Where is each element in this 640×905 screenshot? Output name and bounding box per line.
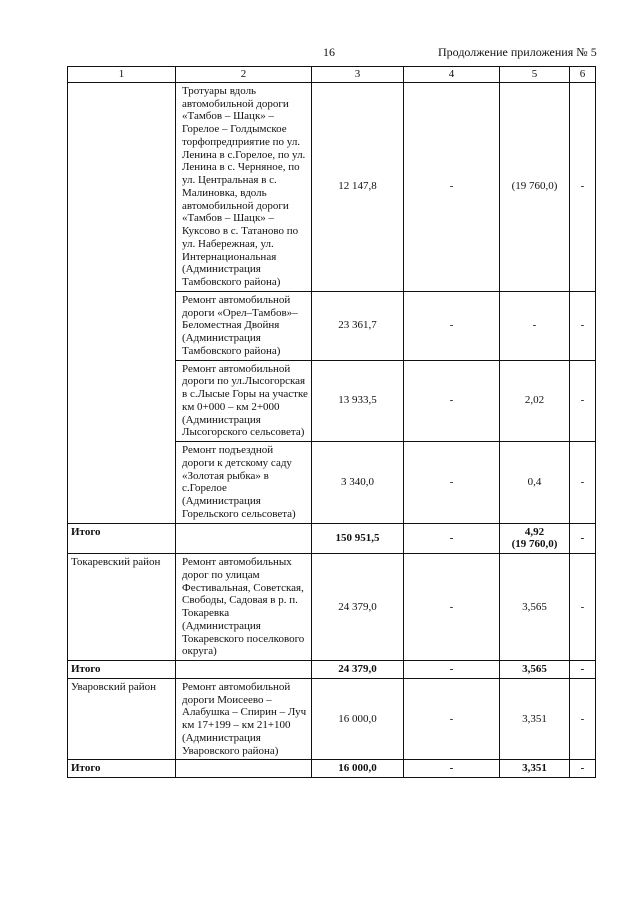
value-cell: 2,02 [500,360,570,442]
total-row [68,661,596,679]
total-row [68,523,596,554]
value-cell: - [404,678,500,760]
column-number: 5 [500,67,570,83]
total-value: - [570,523,596,554]
value-cell: 23 361,7 [312,291,404,360]
total-value-line: (19 760,0) [511,538,558,551]
value-cell: 12 147,8 [312,82,404,291]
page-number: 16 [323,45,335,59]
column-number: 3 [312,67,404,83]
total-value: 150 951,5 [312,523,404,554]
total-value: 3,351 [500,760,570,778]
district-cell [68,82,176,523]
object-cell: Ремонт автомобильной дороги по ул.Лысогорская в с.Лысые Горы на участке км 0+000 – км 2+000 (Администрация Лысогорского сельсовета) [176,360,312,442]
district-cell: Уваровский район [68,678,176,760]
total-value: - [570,760,596,778]
object-cell: Ремонт автомобильной дороги «Орел–Тамбов»– Беломестная Двойня (Администрация Тамбовского района) [176,291,312,360]
value-cell: - [570,554,596,661]
table-row [68,554,596,661]
value-cell: 3,565 [500,554,570,661]
object-cell: Ремонт автомобильных дорог по улицам Фестивальная, Советская, Свободы, Садовая в р. п. Токаревка (Администрация Токаревского поселкового округа) [176,554,312,661]
value-cell: - [500,291,570,360]
total-value: 16 000,0 [312,760,404,778]
value-cell: - [570,82,596,291]
value-cell: - [570,442,596,524]
total-label: Итого [68,661,176,679]
total-row [68,760,596,778]
value-cell: 16 000,0 [312,678,404,760]
empty-cell [176,760,312,778]
column-number: 4 [404,67,500,83]
object-cell: Тротуары вдоль автомобильной дороги «Тамбов – Шацк» – Горелое – Голдымское торфопредприятие по ул. Ленина в с.Горелое, по ул. Ленина в с. Черняное, по ул. Центральная в с. Малиновка, вдоль автомобильной дороги «Тамбов – Шацк» – Куксово в с. Татаново по ул. Набережная, ул. Интернациональная (Администрация Тамбовского района) [176,82,312,291]
total-label: Итого [68,523,176,554]
value-cell: - [404,554,500,661]
value-cell: - [404,291,500,360]
table-row [68,678,596,760]
column-number: 2 [176,67,312,83]
column-number-row [68,67,596,83]
value-cell: 13 933,5 [312,360,404,442]
table-row [68,82,596,291]
total-value-line: 4,92 [524,525,545,538]
total-label: Итого [68,760,176,778]
total-value: - [570,661,596,679]
value-cell: - [404,442,500,524]
total-value: - [404,661,500,679]
data-table [67,66,596,778]
empty-cell [176,523,312,554]
empty-cell [176,661,312,679]
value-cell: - [570,678,596,760]
value-cell: - [570,291,596,360]
district-cell: Токаревский район [68,554,176,661]
appendix-note: Продолжение приложения № 5 [438,45,597,59]
total-value: - [404,760,500,778]
total-value: 24 379,0 [312,661,404,679]
column-number: 1 [68,67,176,83]
object-cell: Ремонт автомобильной дороги Моисеево – Алабушка – Спирин – Луч км 17+199 – км 21+100 (Администрация Уваровского района) [176,678,312,760]
value-cell: - [570,360,596,442]
value-cell: 24 379,0 [312,554,404,661]
total-value: 3,565 [500,661,570,679]
total-value [500,523,570,554]
value-cell: 3 340,0 [312,442,404,524]
value-cell: - [404,360,500,442]
object-cell: Ремонт подъездной дороги к детскому саду «Золотая рыбка» в с.Горелое (Администрация Горельского сельсовета) [176,442,312,524]
value-cell: 3,351 [500,678,570,760]
value-cell: 0,4 [500,442,570,524]
value-cell: (19 760,0) [500,82,570,291]
value-cell: - [404,82,500,291]
total-value: - [404,523,500,554]
column-number: 6 [570,67,596,83]
